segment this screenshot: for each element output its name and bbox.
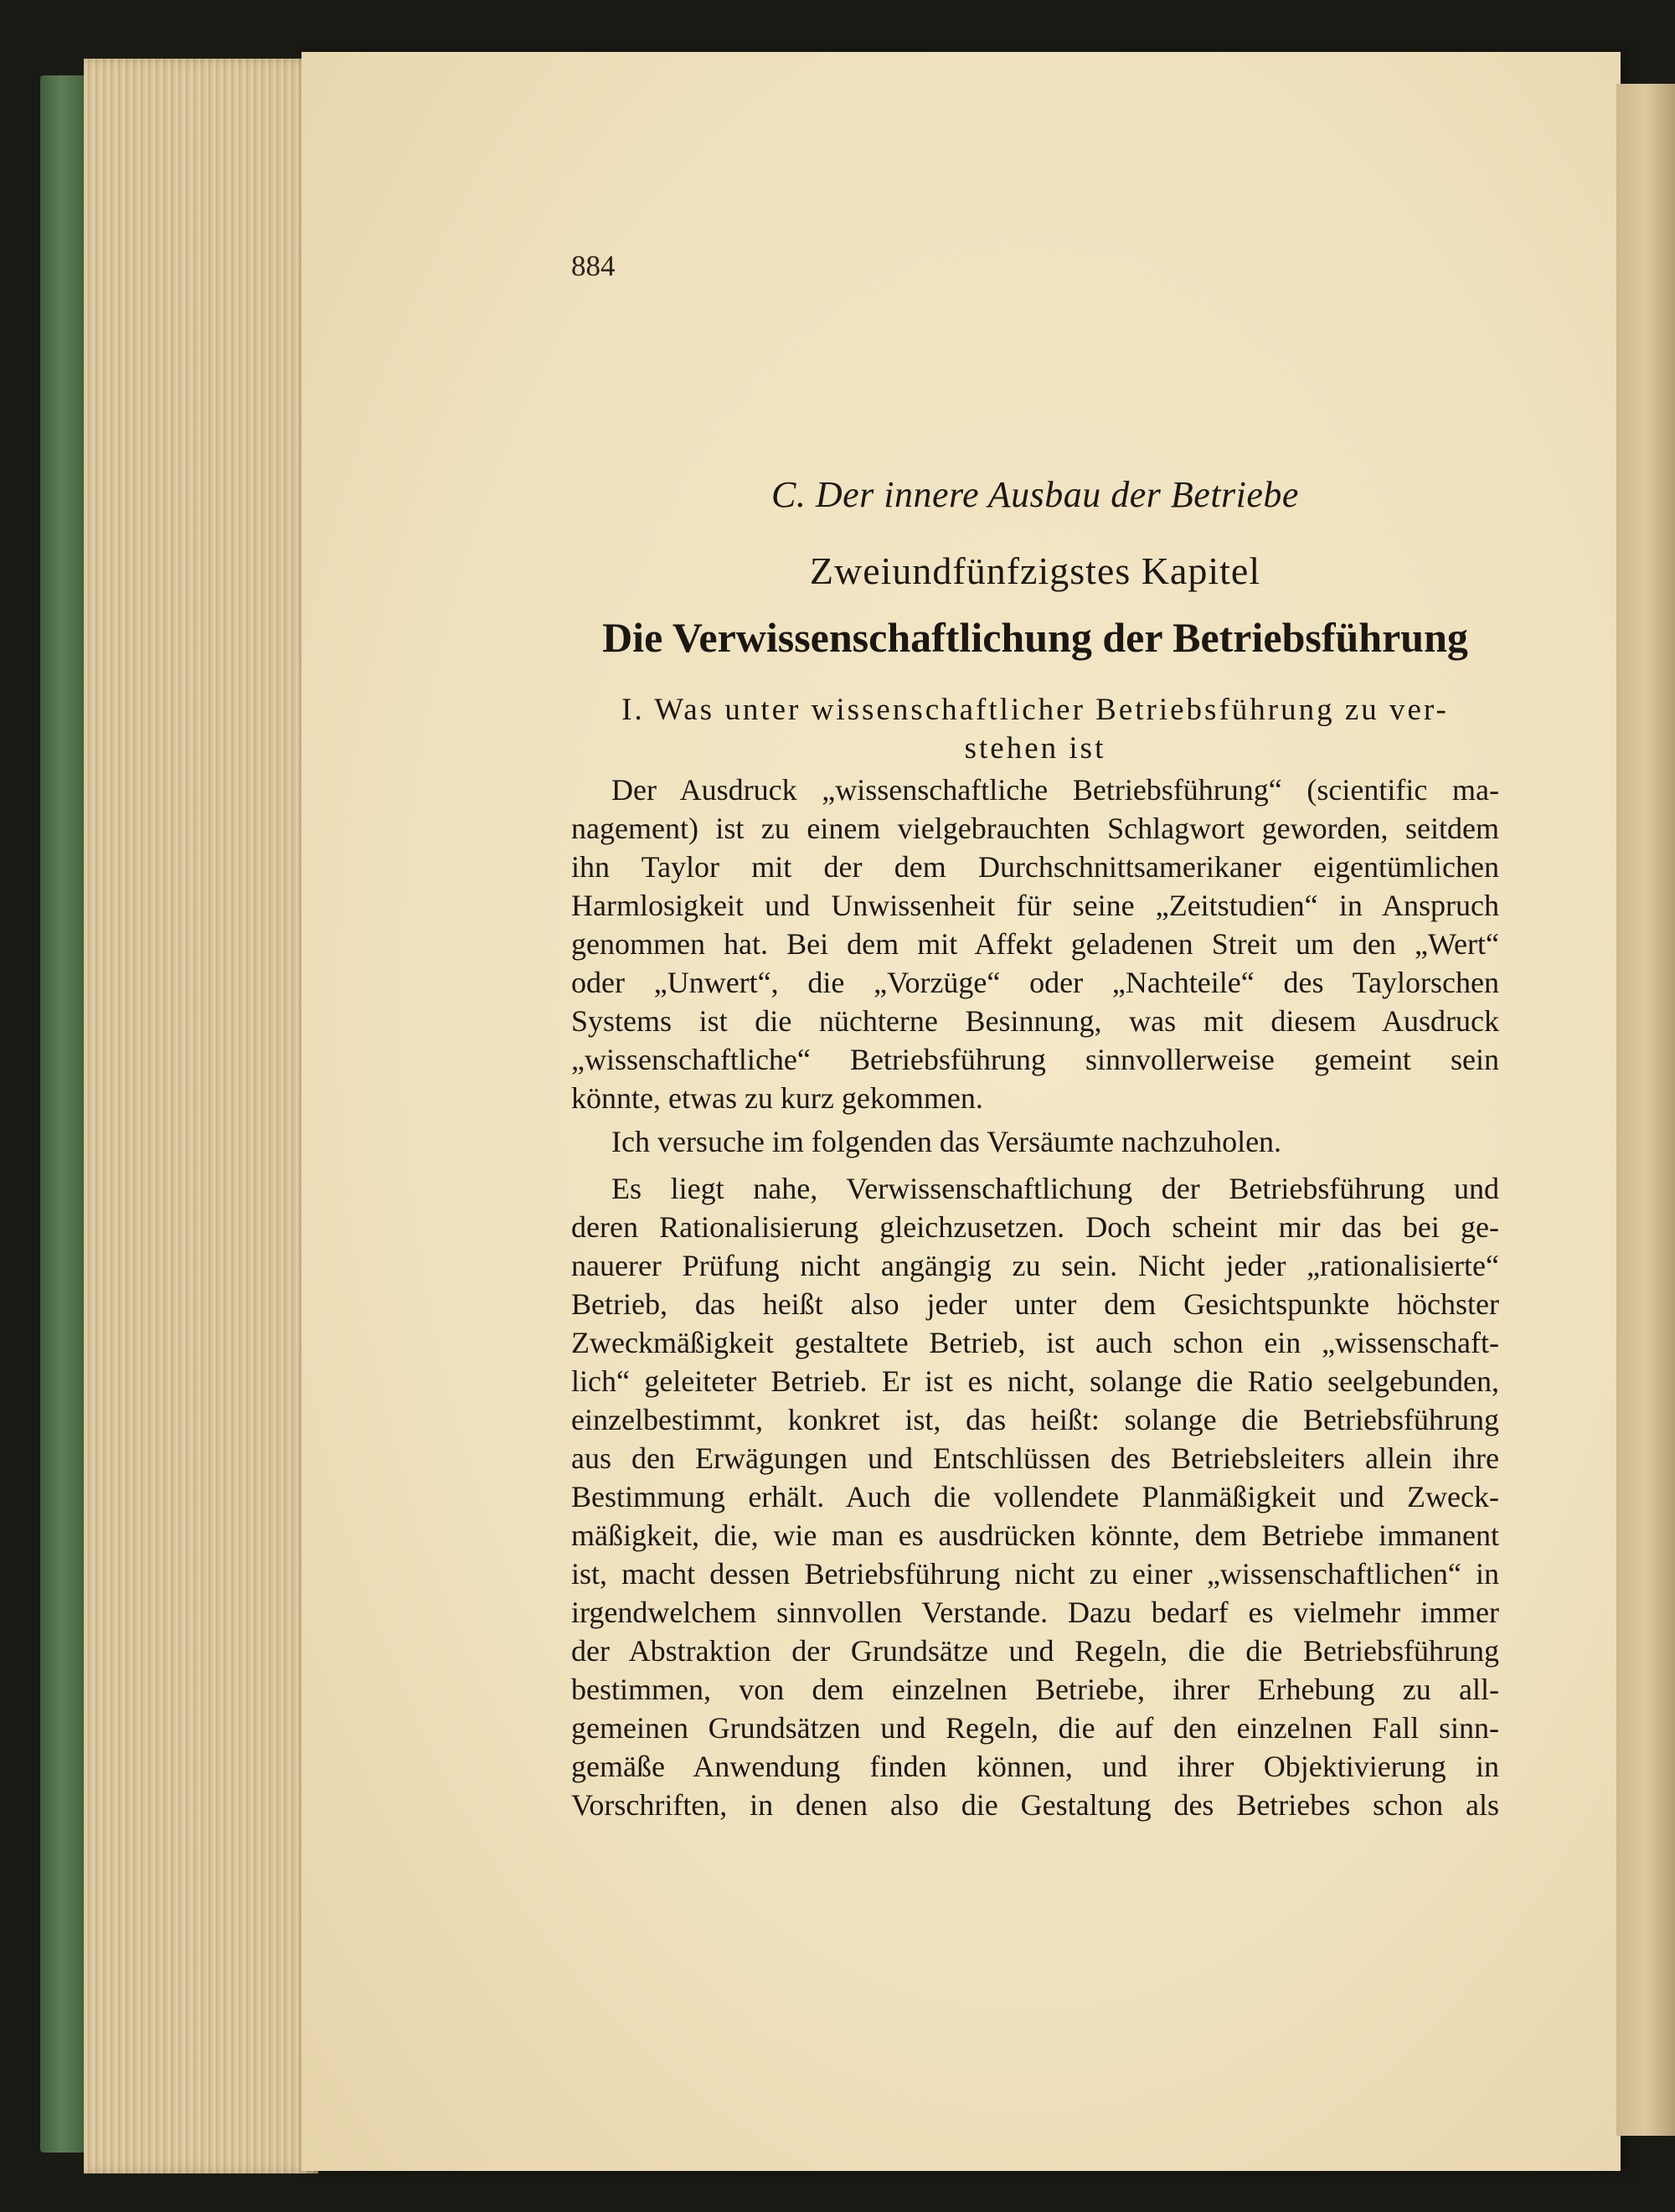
section-heading: C. Der innere Ausbau der Betriebe: [771, 474, 1299, 515]
text-line: Es liegt nahe, Verwissenschaftlichung der Betriebsführung und: [611, 1172, 1499, 1205]
text-line: gemeinen Grundsätzen und Regeln, die auf den einzelnen Fall sinn-: [571, 1711, 1499, 1745]
text-line: Der Ausdruck „wissenschaftliche Betriebsführung“ (scientific ma-: [611, 773, 1499, 807]
text-line: oder „Unwert“, die „Vorzüge“ oder „Nachteile“ des Taylorschen: [571, 966, 1499, 999]
sub-heading-line: I. Was unter wissenschaftlicher Betriebsführung zu ver-: [621, 693, 1449, 727]
text-line: der Abstraktion der Grundsätze und Regeln, die die Betriebsführung: [571, 1634, 1499, 1668]
text-line: mäßigkeit, die, wie man es ausdrücken könnte, dem Betriebe immanent: [571, 1518, 1499, 1552]
text-line: ist, macht dessen Betriebsführung nicht zu einer „wissenschaftlichen“ in: [571, 1557, 1499, 1591]
text-line: Ich versuche im folgenden das Versäumte nachzuholen.: [611, 1125, 1282, 1158]
text-line: irgendwelchem sinnvollen Verstande. Dazu bedarf es vielmehr immer: [571, 1596, 1499, 1629]
page-stack-edge: [84, 59, 318, 2173]
sub-heading-line: stehen ist: [964, 731, 1106, 766]
chapter-number: Zweiundfünfzigstes Kapitel: [809, 549, 1261, 592]
text-line: lich“ geleiteter Betrieb. Er ist es nicht, solange die Ratio seelgebunden,: [571, 1364, 1499, 1398]
text-line: nauerer Prüfung nicht angängig zu sein. Nicht jeder „rationalisierte“: [571, 1249, 1499, 1282]
text-line: Zweckmäßigkeit gestaltete Betrieb, ist auch schon ein „wissenschaft-: [571, 1326, 1499, 1359]
text-line: genommen hat. Bei dem mit Affekt geladenen Streit um den „Wert“: [571, 927, 1499, 961]
facing-page-edge: [1616, 84, 1675, 2136]
text-line: einzelbestimmt, konkret ist, das heißt: solange die Betriebsführung: [571, 1403, 1499, 1436]
text-line: Betrieb, das heißt also jeder unter dem Gesichtspunkte höchster: [571, 1287, 1499, 1321]
text-line: Bestimmung erhält. Auch die vollendete Planmäßigkeit und Zweck-: [571, 1480, 1499, 1513]
page-number: 884: [571, 250, 616, 282]
sub-heading: [571, 691, 1499, 768]
text-line: Systems ist die nüchterne Besinnung, was mit diesem Ausdruck: [571, 1004, 1499, 1038]
text-line: „wissenschaftliche“ Betriebsführung sinnvollerweise gemeint sein: [571, 1043, 1499, 1076]
text-line: bestimmen, von dem einzelnen Betriebe, ihrer Erhebung zu all-: [571, 1673, 1499, 1706]
text-line: deren Rationalisierung gleichzusetzen. Doch scheint mir das bei ge-: [571, 1210, 1499, 1244]
text-line: Vorschriften, in denen also die Gestaltung des Betriebes schon als: [571, 1788, 1499, 1822]
text-line: könnte, etwas zu kurz gekommen.: [571, 1081, 983, 1115]
text-line: gemäße Anwendung finden können, und ihrer Objektivierung in: [571, 1750, 1499, 1783]
text-line: Harmlosigkeit und Unwissenheit für seine „Zeitstudien“ in Anspruch: [571, 889, 1499, 922]
chapter-title: Die Verwissenschaftlichung der Betriebsführung: [602, 614, 1468, 661]
text-line: ihn Taylor mit der dem Durchschnittsamerikaner eigentümlichen: [571, 850, 1499, 884]
text-line: aus den Erwägungen und Entschlüssen des Betriebsleiters allein ihre: [571, 1441, 1499, 1475]
text-line: nagement) ist zu einem vielgebrauchten Schlagwort geworden, seitdem: [571, 812, 1499, 845]
